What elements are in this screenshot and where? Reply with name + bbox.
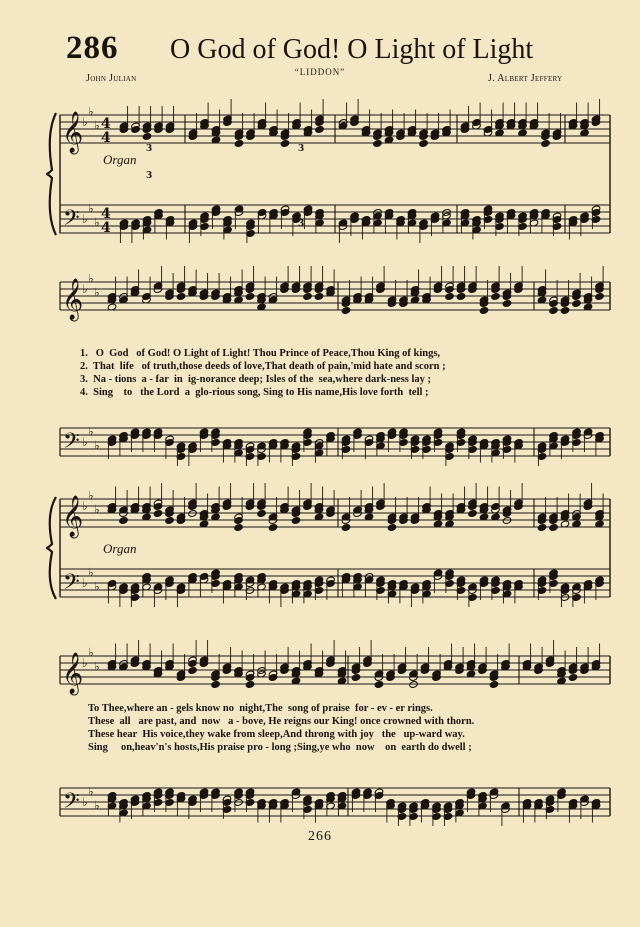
treble-clef-icon: 𝄞 — [62, 496, 84, 537]
note-head — [502, 517, 511, 525]
note-head — [188, 660, 197, 668]
brace — [46, 113, 56, 235]
note-head — [560, 307, 569, 315]
note-head — [549, 307, 558, 315]
note-head — [351, 674, 360, 682]
note-head — [188, 667, 197, 675]
flat-sign-icon: ♭ — [88, 488, 94, 503]
note-head — [479, 307, 488, 315]
flat-sign-icon: ♭ — [88, 645, 94, 660]
verse-line-2: 2. That life of truth,those deeds of love,That death of pain,'mid hate and scorn ; — [80, 361, 446, 372]
verse-line-5: To Thee,where an - gels know no night,The song of praise for - ev - er rings. — [88, 703, 433, 714]
note-head — [234, 524, 243, 532]
note-head — [341, 307, 350, 315]
note-head — [549, 524, 558, 532]
verse-line-7: These hear His voice,they wake from sleep,And throng with joy the up-ward way. — [88, 729, 465, 740]
flat-sign-icon: ♭ — [82, 499, 88, 513]
verse-line-8: Sing on,heav'n's hosts,His praise pro - long ;Sing,ye who now on earth do dwell ; — [88, 742, 472, 753]
flat-sign-icon: ♭ — [94, 438, 100, 453]
note-head — [373, 140, 382, 148]
note-head — [245, 681, 254, 689]
flat-sign-icon: ♭ — [88, 784, 94, 799]
flat-sign-icon: ♭ — [82, 115, 88, 129]
note-head — [303, 293, 312, 301]
note-head — [537, 524, 546, 532]
hymn-number: 286 — [66, 30, 119, 66]
verse-line-6: These all are past, and now a - bove, He reigns our King! once crowned with thorn. — [88, 716, 475, 727]
flat-sign-icon: ♭ — [82, 212, 88, 226]
time-signature-bottom: 4 — [101, 130, 111, 146]
flat-sign-icon: ♭ — [82, 576, 88, 590]
author-credit: John Julian — [86, 73, 137, 84]
triplet-mark: 3 — [298, 144, 305, 154]
organ-label-1: Organ — [103, 152, 137, 167]
note-head — [119, 517, 128, 525]
triplet-mark: 3 — [298, 219, 305, 229]
flat-sign-icon: ♭ — [82, 656, 88, 670]
treble-clef-icon: 𝄞 — [62, 112, 84, 153]
flat-sign-icon: ♭ — [88, 424, 94, 439]
note-head — [549, 300, 558, 308]
verse-line-4: 4. Sing to the Lord a glo-rious song, Sing to His name,His love forth tell ; — [80, 387, 429, 398]
flat-sign-icon: ♭ — [94, 579, 100, 594]
note-head — [211, 681, 220, 689]
flat-sign-icon: ♭ — [82, 795, 88, 809]
time-signature-top: 4 — [101, 206, 111, 222]
flat-sign-icon: ♭ — [94, 285, 100, 300]
note-head — [445, 286, 454, 294]
bass-clef-icon: 𝄢 — [63, 206, 80, 236]
note-head — [165, 517, 174, 525]
note-head — [568, 674, 577, 682]
bass-clef-icon: 𝄢 — [63, 570, 80, 600]
verse-line-3: 3. Na - tions a - far in ig-norance deep; Isles of the sea,where dark-ness lay ; — [80, 374, 432, 385]
note-head — [257, 510, 266, 518]
flat-sign-icon: ♭ — [82, 435, 88, 449]
note-head — [572, 300, 581, 308]
time-signature-top: 4 — [101, 116, 111, 132]
bass-clef-icon: 𝄢 — [63, 789, 80, 819]
flat-sign-icon: ♭ — [88, 104, 94, 119]
note-head — [245, 674, 254, 682]
note-head — [409, 681, 418, 689]
note-head — [176, 293, 185, 301]
note-head — [445, 293, 454, 301]
note-head — [468, 510, 477, 518]
note-head — [280, 140, 289, 148]
verse-line-1: 1. O God of God! O Light of Light! Thou Prince of Peace,Thou King of kings, — [80, 348, 441, 359]
tune-name: “LIDDON” — [294, 67, 346, 77]
treble-clef-icon: 𝄞 — [62, 653, 84, 694]
brace — [46, 497, 56, 599]
flat-sign-icon: ♭ — [88, 201, 94, 216]
flat-sign-icon: ♭ — [94, 215, 100, 230]
note-head — [595, 293, 604, 301]
organ-label-2: Organ — [103, 541, 137, 556]
note-head — [153, 510, 162, 518]
note-head — [314, 293, 323, 301]
note-head — [456, 293, 465, 301]
treble-clef-icon: 𝄞 — [62, 279, 84, 320]
note-head — [541, 140, 550, 148]
time-signature-bottom: 4 — [101, 220, 111, 236]
flat-sign-icon: ♭ — [88, 271, 94, 286]
note-head — [234, 140, 243, 148]
note-head — [142, 133, 151, 141]
bass-clef-icon: 𝄢 — [63, 429, 80, 459]
note-head — [502, 300, 511, 308]
note-head — [387, 524, 396, 532]
note-head — [131, 126, 140, 134]
flat-sign-icon: ♭ — [88, 565, 94, 580]
note-head — [341, 524, 350, 532]
note-head — [419, 140, 428, 148]
note-head — [291, 517, 300, 525]
note-head — [489, 681, 498, 689]
note-head — [245, 293, 254, 301]
note-head — [491, 293, 500, 301]
flat-sign-icon: ♭ — [94, 118, 100, 133]
note-head — [153, 503, 162, 511]
triplet-mark: 3 — [146, 144, 153, 154]
hymn-title: O God of God! O Light of Light — [170, 34, 534, 65]
note-head — [268, 674, 277, 682]
flat-sign-icon: ♭ — [94, 659, 100, 674]
note-head — [234, 517, 243, 525]
note-head — [315, 126, 324, 134]
note-head — [188, 510, 197, 518]
composer-credit: J. Albert Jeffery — [488, 73, 563, 84]
note-head — [268, 524, 277, 532]
flat-sign-icon: ♭ — [94, 798, 100, 813]
page-number: 266 — [308, 829, 332, 844]
flat-sign-icon: ♭ — [82, 282, 88, 296]
flat-sign-icon: ♭ — [94, 502, 100, 517]
triplet-mark: 3 — [146, 171, 153, 181]
note-head — [374, 681, 383, 689]
